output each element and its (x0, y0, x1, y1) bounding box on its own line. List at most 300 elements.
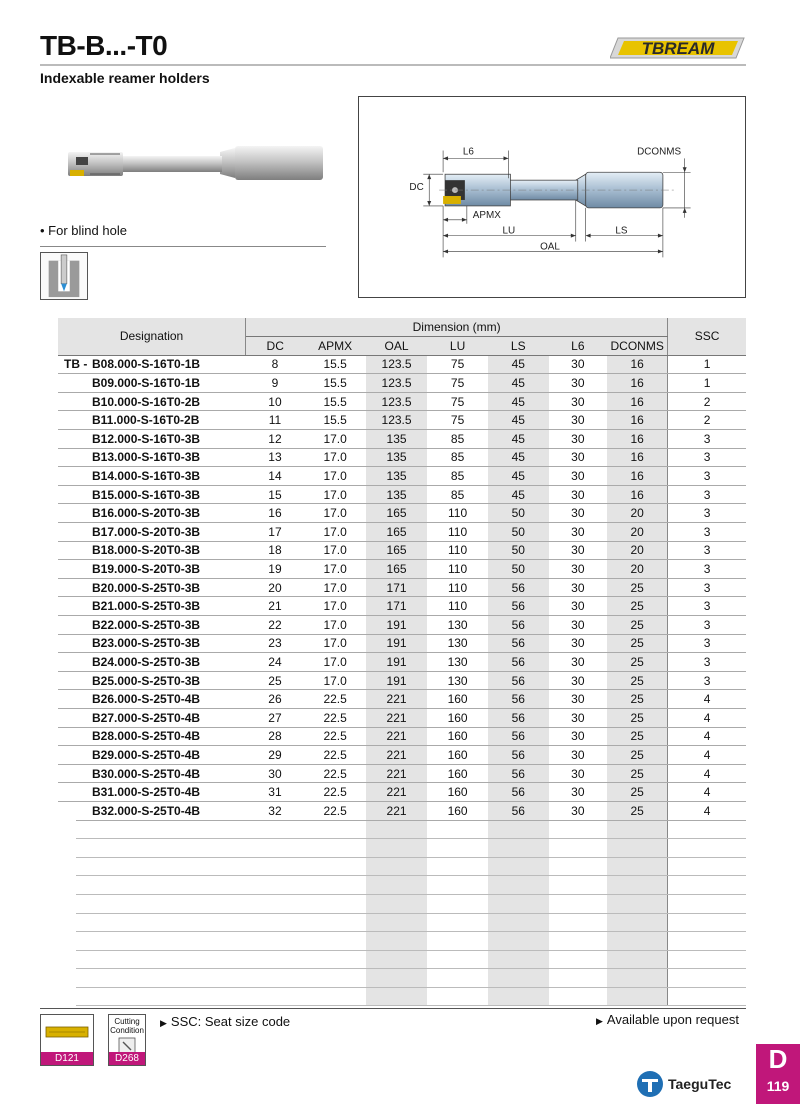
cell-dconms: 20 (607, 523, 668, 542)
empty-cell (488, 913, 549, 932)
cell-lu: 110 (427, 504, 488, 523)
empty-cell (366, 987, 427, 1006)
table-row (58, 690, 746, 709)
cell-l6: 30 (549, 430, 608, 449)
ls-label: LS (615, 225, 628, 237)
empty-cell (668, 857, 746, 876)
taegutec-logo (636, 1068, 746, 1100)
empty-cell (607, 857, 668, 876)
cell-ls: 56 (488, 616, 549, 635)
empty-cell (246, 876, 305, 895)
cell-ls: 45 (488, 430, 549, 449)
ssc-header: SSC (668, 318, 746, 355)
empty-cell (427, 987, 488, 1006)
designation-code: B14.000-S-16T0-3B (92, 469, 201, 484)
empty-cell (549, 857, 608, 876)
designation-cell (58, 485, 246, 504)
cell-apmx: 22.5 (304, 708, 366, 727)
cell-dconms: 25 (607, 634, 668, 653)
designation-cell (58, 430, 246, 449)
designation-code: B22.000-S-25T0-3B (92, 617, 201, 632)
brand-text: TBREAM (641, 39, 715, 58)
designation-cell (58, 523, 246, 542)
cell-apmx: 17.0 (304, 430, 366, 449)
designation-header: Designation (58, 318, 246, 355)
cell-l6: 30 (549, 411, 608, 430)
cell-apmx: 17.0 (304, 523, 366, 542)
designation-code: B17.000-S-20T0-3B (92, 524, 201, 539)
col-header-lu: LU (427, 337, 488, 356)
designation-code: B19.000-S-20T0-3B (92, 562, 201, 577)
empty-cell (58, 894, 246, 913)
designation-code: B10.000-S-16T0-2B (92, 394, 201, 409)
cell-ssc: 3 (668, 671, 746, 690)
designation-code: B25.000-S-25T0-3B (92, 673, 201, 688)
empty-cell (488, 857, 549, 876)
empty-row (58, 932, 746, 951)
cell-dc: 29 (246, 746, 305, 765)
cell-oal: 165 (366, 523, 427, 542)
cell-lu: 160 (427, 746, 488, 765)
cell-dc: 15 (246, 485, 305, 504)
cell-oal: 221 (366, 764, 427, 783)
cell-ls: 56 (488, 801, 549, 820)
cell-l6: 30 (549, 764, 608, 783)
cell-ssc: 3 (668, 597, 746, 616)
empty-cell (488, 932, 549, 951)
cell-ls: 50 (488, 560, 549, 579)
cell-ssc: 4 (668, 764, 746, 783)
col-header-dconms: DCONMS (607, 337, 668, 356)
feature-divider (40, 246, 326, 247)
cell-l6: 30 (549, 523, 608, 542)
empty-cell (246, 820, 305, 839)
table-row (58, 764, 746, 783)
cell-apmx: 17.0 (304, 616, 366, 635)
cell-dconms: 25 (607, 727, 668, 746)
designation-code: B24.000-S-25T0-3B (92, 654, 201, 669)
empty-cell (488, 876, 549, 895)
empty-row (58, 969, 746, 988)
cell-ssc: 3 (668, 448, 746, 467)
cell-dc: 22 (246, 616, 305, 635)
empty-cell (668, 839, 746, 858)
cell-ssc: 3 (668, 560, 746, 579)
cell-apmx: 15.5 (304, 374, 366, 393)
table-row (58, 578, 746, 597)
cell-dconms: 16 (607, 411, 668, 430)
cell-l6: 30 (549, 355, 608, 374)
cell-ssc: 4 (668, 746, 746, 765)
designation-code: B18.000-S-20T0-3B (92, 543, 201, 558)
cell-ls: 50 (488, 523, 549, 542)
cell-ls: 56 (488, 634, 549, 653)
empty-cell (488, 820, 549, 839)
cell-lu: 160 (427, 708, 488, 727)
cell-apmx: 17.0 (304, 671, 366, 690)
cell-dc: 16 (246, 504, 305, 523)
cell-lu: 75 (427, 392, 488, 411)
table-row (58, 541, 746, 560)
empty-cell (488, 950, 549, 969)
empty-cell (668, 987, 746, 1006)
cell-dc: 9 (246, 374, 305, 393)
empty-cell (488, 969, 549, 988)
empty-cell (246, 987, 305, 1006)
triangle-bullet-icon: ▶ (596, 1016, 603, 1026)
apmx-label: APMX (472, 209, 501, 221)
table-row (58, 708, 746, 727)
cell-oal: 191 (366, 634, 427, 653)
empty-cell (607, 820, 668, 839)
empty-row (58, 857, 746, 876)
cell-l6: 30 (549, 653, 608, 672)
cell-ssc: 4 (668, 727, 746, 746)
cell-dc: 28 (246, 727, 305, 746)
empty-cell (366, 894, 427, 913)
designation-cell (58, 411, 246, 430)
cell-dconms: 16 (607, 467, 668, 486)
designation-code: B23.000-S-25T0-3B (92, 636, 201, 651)
designation-code: B26.000-S-25T0-4B (92, 692, 201, 707)
designation-cell (58, 392, 246, 411)
cell-apmx: 17.0 (304, 578, 366, 597)
empty-cell (607, 969, 668, 988)
empty-cell (607, 876, 668, 895)
cell-apmx: 15.5 (304, 411, 366, 430)
cell-dc: 26 (246, 690, 305, 709)
empty-cell (58, 857, 246, 876)
cell-lu: 130 (427, 616, 488, 635)
cell-oal: 191 (366, 616, 427, 635)
cell-apmx: 22.5 (304, 783, 366, 802)
cell-dc: 30 (246, 764, 305, 783)
cell-oal: 165 (366, 541, 427, 560)
table-row (58, 430, 746, 449)
ssc-note (160, 1014, 290, 1029)
availability-note (596, 1012, 739, 1027)
cell-ls: 45 (488, 355, 549, 374)
empty-cell (488, 839, 549, 858)
cell-lu: 85 (427, 467, 488, 486)
cell-dc: 18 (246, 541, 305, 560)
cell-dconms: 20 (607, 541, 668, 560)
cell-dconms: 25 (607, 578, 668, 597)
designation-cell (58, 504, 246, 523)
empty-cell (58, 950, 246, 969)
empty-cell (549, 839, 608, 858)
empty-row (58, 894, 746, 913)
empty-cell (427, 894, 488, 913)
cell-lu: 160 (427, 727, 488, 746)
empty-cell (668, 932, 746, 951)
cell-dconms: 20 (607, 560, 668, 579)
dimension-diagram (358, 96, 746, 298)
empty-cell (304, 839, 366, 858)
designation-cell (58, 448, 246, 467)
cell-ls: 56 (488, 764, 549, 783)
designation-cell (58, 783, 246, 802)
cell-l6: 30 (549, 671, 608, 690)
cell-lu: 75 (427, 411, 488, 430)
table-row (58, 374, 746, 393)
empty-cell (427, 932, 488, 951)
table-row (58, 653, 746, 672)
cell-dconms: 25 (607, 783, 668, 802)
cell-apmx: 17.0 (304, 541, 366, 560)
cell-apmx: 15.5 (304, 355, 366, 374)
designation-cell (58, 374, 246, 393)
cell-lu: 110 (427, 560, 488, 579)
cell-l6: 30 (549, 634, 608, 653)
table-row (58, 727, 746, 746)
table-row (58, 485, 746, 504)
cell-ssc: 3 (668, 523, 746, 542)
empty-cell (549, 820, 608, 839)
cell-ssc: 3 (668, 504, 746, 523)
cell-apmx: 17.0 (304, 504, 366, 523)
col-header-apmx: APMX (304, 337, 366, 356)
empty-cell (607, 950, 668, 969)
table-row (58, 634, 746, 653)
cell-ls: 50 (488, 541, 549, 560)
cell-apmx: 17.0 (304, 634, 366, 653)
table-row (58, 560, 746, 579)
empty-cell (668, 969, 746, 988)
cell-apmx: 17.0 (304, 485, 366, 504)
insert-icon (41, 1015, 93, 1051)
cell-lu: 110 (427, 578, 488, 597)
empty-cell (427, 820, 488, 839)
cell-apmx: 15.5 (304, 392, 366, 411)
table-row (58, 616, 746, 635)
insert-page-ref: D121 (41, 1052, 93, 1065)
empty-cell (366, 839, 427, 858)
cell-dc: 32 (246, 801, 305, 820)
cell-dconms: 16 (607, 448, 668, 467)
cell-dc: 27 (246, 708, 305, 727)
cell-oal: 123.5 (366, 355, 427, 374)
cell-ls: 45 (488, 448, 549, 467)
empty-cell (607, 987, 668, 1006)
cell-ssc: 3 (668, 634, 746, 653)
cell-lu: 85 (427, 448, 488, 467)
empty-cell (58, 969, 246, 988)
designation-code: B20.000-S-25T0-3B (92, 580, 201, 595)
cell-lu: 75 (427, 374, 488, 393)
designation-cell (58, 597, 246, 616)
cell-lu: 110 (427, 541, 488, 560)
empty-cell (607, 839, 668, 858)
cell-ssc: 3 (668, 653, 746, 672)
cell-oal: 191 (366, 671, 427, 690)
cell-lu: 130 (427, 653, 488, 672)
cell-lu: 110 (427, 597, 488, 616)
empty-cell (246, 913, 305, 932)
cell-oal: 171 (366, 597, 427, 616)
empty-cell (427, 969, 488, 988)
empty-cell (304, 876, 366, 895)
cell-dc: 23 (246, 634, 305, 653)
cell-dconms: 16 (607, 355, 668, 374)
cell-ls: 56 (488, 708, 549, 727)
designation-prefix: TB - (64, 357, 88, 372)
cell-ls: 56 (488, 783, 549, 802)
designation-cell (58, 616, 246, 635)
cell-oal: 221 (366, 708, 427, 727)
cell-dc: 8 (246, 355, 305, 374)
designation-code: B08.000-S-16T0-1B (92, 357, 201, 372)
empty-cell (427, 876, 488, 895)
empty-cell (366, 932, 427, 951)
cell-ls: 45 (488, 485, 549, 504)
cell-apmx: 17.0 (304, 467, 366, 486)
cell-oal: 135 (366, 485, 427, 504)
blind-hole-icon (40, 252, 88, 300)
cell-ssc: 2 (668, 392, 746, 411)
ssc-note-text: SSC: Seat size code (170, 1014, 291, 1029)
cell-l6: 30 (549, 708, 608, 727)
cell-l6: 30 (549, 448, 608, 467)
cell-dconms: 25 (607, 653, 668, 672)
cell-ssc: 3 (668, 616, 746, 635)
empty-cell (668, 950, 746, 969)
designation-code: B27.000-S-25T0-4B (92, 710, 201, 725)
empty-cell (549, 950, 608, 969)
table-row (58, 746, 746, 765)
cell-dc: 12 (246, 430, 305, 449)
dc-label: DC (409, 182, 424, 194)
empty-cell (488, 987, 549, 1006)
cell-apmx: 17.0 (304, 560, 366, 579)
cell-dconms: 25 (607, 764, 668, 783)
table-row (58, 355, 746, 374)
cell-l6: 30 (549, 597, 608, 616)
cell-oal: 123.5 (366, 374, 427, 393)
cell-dconms: 25 (607, 801, 668, 820)
cell-ls: 45 (488, 374, 549, 393)
page-subtitle: Indexable reamer holders (40, 70, 210, 86)
dconms-label: DCONMS (637, 146, 682, 158)
page-number: 119 (766, 1078, 790, 1094)
designation-code: B15.000-S-16T0-3B (92, 487, 201, 502)
empty-cell (549, 987, 608, 1006)
cell-ls: 56 (488, 746, 549, 765)
insert-reference[interactable] (40, 1014, 94, 1066)
empty-cell (304, 857, 366, 876)
empty-cell (549, 932, 608, 951)
cell-apmx: 22.5 (304, 727, 366, 746)
designation-cell (58, 578, 246, 597)
designation-cell (58, 801, 246, 820)
empty-cell (366, 950, 427, 969)
cell-dc: 20 (246, 578, 305, 597)
empty-cell (549, 913, 608, 932)
cell-ssc: 3 (668, 541, 746, 560)
cell-dc: 31 (246, 783, 305, 802)
cell-ls: 56 (488, 578, 549, 597)
cell-lu: 85 (427, 430, 488, 449)
cell-lu: 85 (427, 485, 488, 504)
designation-cell (58, 690, 246, 709)
cell-oal: 123.5 (366, 392, 427, 411)
empty-cell (549, 894, 608, 913)
cell-ls: 45 (488, 411, 549, 430)
cell-dconms: 25 (607, 597, 668, 616)
cell-lu: 130 (427, 634, 488, 653)
designation-code: B21.000-S-25T0-3B (92, 599, 201, 614)
cutting-condition-reference[interactable] (108, 1014, 146, 1066)
cell-lu: 110 (427, 523, 488, 542)
cell-apmx: 22.5 (304, 801, 366, 820)
empty-cell (427, 857, 488, 876)
lu-label: LU (502, 225, 516, 237)
cell-oal: 135 (366, 448, 427, 467)
empty-cell (366, 820, 427, 839)
designation-cell (58, 541, 246, 560)
empty-cell (488, 894, 549, 913)
cell-dconms: 16 (607, 430, 668, 449)
cell-ssc: 1 (668, 355, 746, 374)
cell-oal: 221 (366, 783, 427, 802)
empty-cell (58, 876, 246, 895)
cell-dconms: 16 (607, 374, 668, 393)
designation-code: B32.000-S-25T0-4B (92, 803, 201, 818)
empty-cell (607, 894, 668, 913)
cell-ls: 56 (488, 653, 549, 672)
empty-cell (58, 913, 246, 932)
empty-cell (304, 913, 366, 932)
empty-cell (246, 839, 305, 858)
cell-dconms: 25 (607, 708, 668, 727)
cell-l6: 30 (549, 560, 608, 579)
cell-dc: 14 (246, 467, 305, 486)
cell-oal: 123.5 (366, 411, 427, 430)
cell-l6: 30 (549, 392, 608, 411)
availability-note-text: Available upon request (606, 1012, 739, 1027)
dimension-header: Dimension (mm) (246, 318, 668, 337)
cell-dconms: 20 (607, 504, 668, 523)
cell-l6: 30 (549, 801, 608, 820)
empty-cell (668, 820, 746, 839)
table-row (58, 448, 746, 467)
empty-cell (366, 913, 427, 932)
cell-apmx: 17.0 (304, 653, 366, 672)
cell-oal: 221 (366, 801, 427, 820)
empty-cell (549, 876, 608, 895)
oal-label: OAL (540, 241, 560, 253)
designation-cell (58, 746, 246, 765)
cell-dconms: 16 (607, 485, 668, 504)
table-row (58, 597, 746, 616)
cell-ssc: 3 (668, 430, 746, 449)
cell-apmx: 22.5 (304, 690, 366, 709)
empty-cell (366, 876, 427, 895)
cell-ls: 50 (488, 504, 549, 523)
empty-cell (58, 820, 246, 839)
cell-ls: 56 (488, 727, 549, 746)
empty-cell (549, 969, 608, 988)
tbream-logo (610, 34, 746, 62)
empty-row (58, 820, 746, 839)
cell-l6: 30 (549, 467, 608, 486)
footer-divider (40, 1008, 746, 1009)
title-divider (40, 64, 746, 66)
cell-lu: 160 (427, 764, 488, 783)
cell-dc: 11 (246, 411, 305, 430)
table-row (58, 467, 746, 486)
cell-oal: 165 (366, 504, 427, 523)
